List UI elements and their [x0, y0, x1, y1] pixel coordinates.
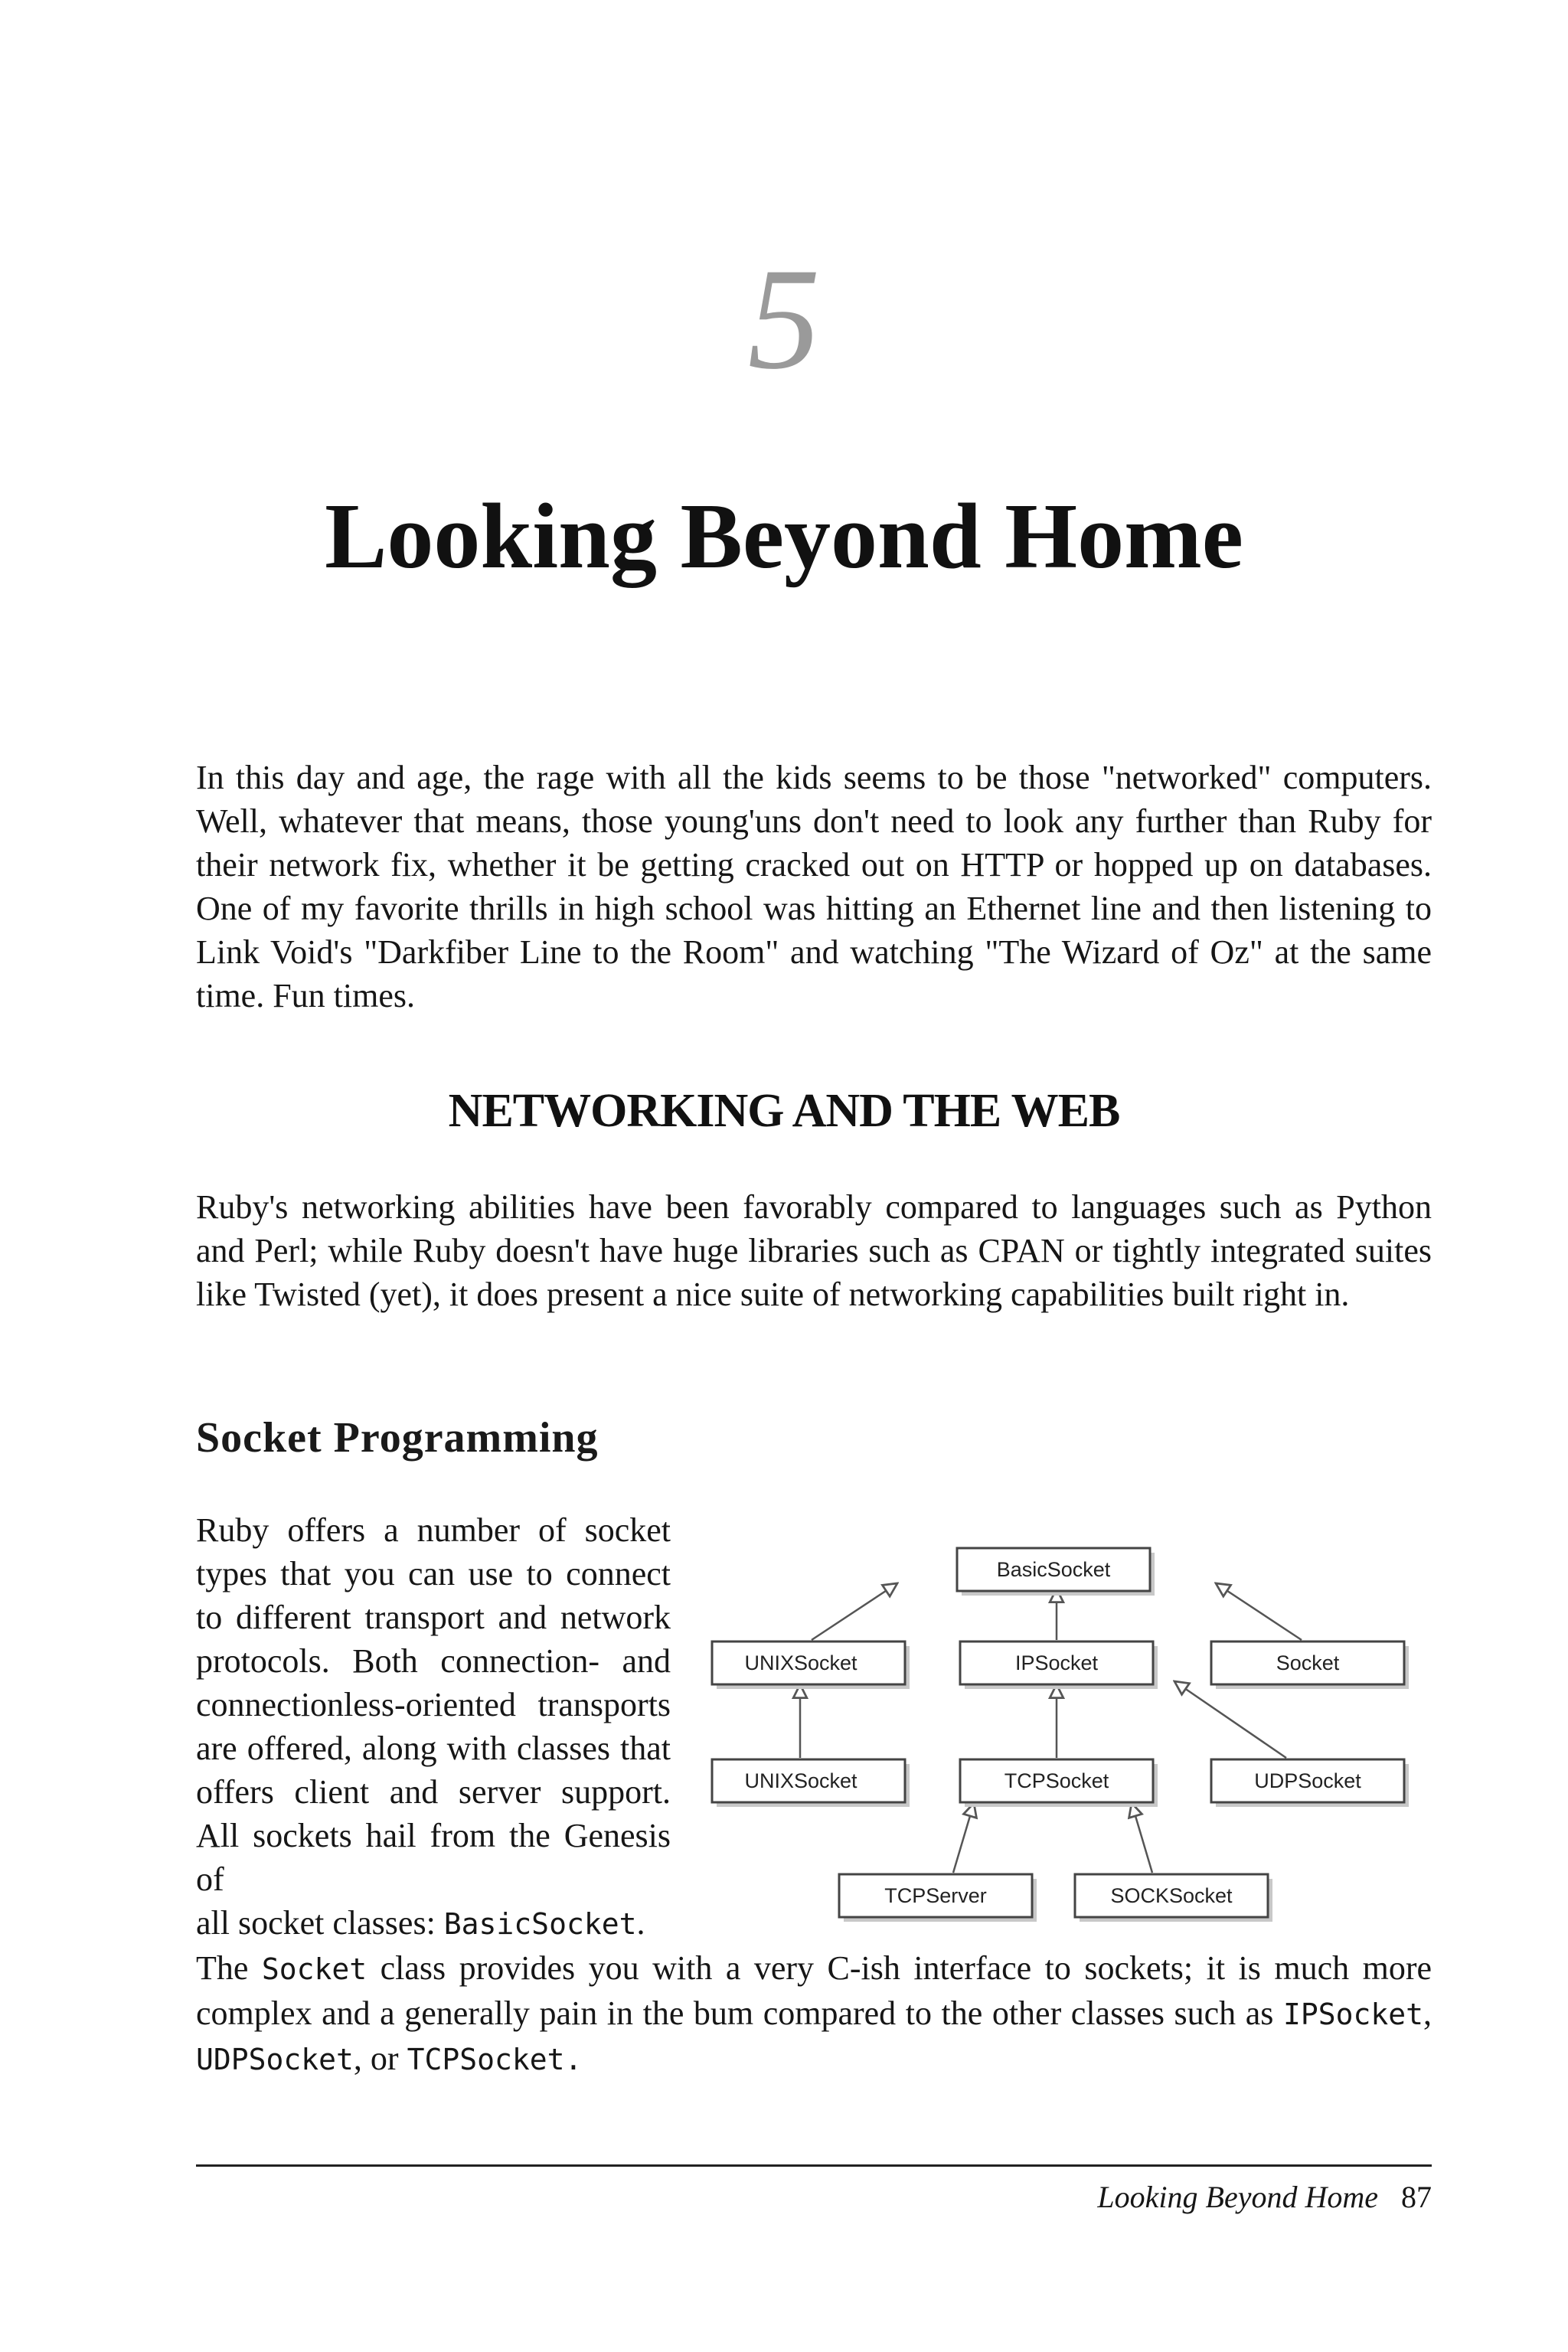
text-span: all socket classes: [196, 1904, 444, 1942]
socket-intro-last-line [196, 1901, 671, 1946]
chapter-title: Looking Beyond Home [325, 485, 1243, 588]
code-socket: Socket [261, 1952, 368, 1986]
diagram-edges [800, 1583, 1302, 1873]
node-unixsocket-child [712, 1759, 910, 1807]
footer-title: Looking Beyond Home [1097, 2180, 1378, 2214]
edge-unix1-basic [812, 1583, 897, 1640]
socket-intro-paragraph [196, 1508, 671, 1946]
edge-socks-tcp [1132, 1803, 1152, 1873]
node-label: IPSocket [1014, 1651, 1099, 1674]
node-label: UNIXSocket [744, 1651, 858, 1674]
node-tcpsocket [960, 1759, 1158, 1807]
text-span: The [196, 1949, 262, 1987]
section-paragraph: Ruby's networking abilities have been favorably compared to languages such as Python and Perl; while Ruby doesn't have huge libraries such as CPAN or tightly integrated suites like Twisted (yet), it does present a nice suite of networking capabilities built right in. [196, 1188, 1432, 1313]
node-unixsocket-parent [712, 1642, 910, 1689]
code-tcpsocket: TCPSocket. [407, 2043, 583, 2076]
node-socksocket [1075, 1874, 1272, 1922]
code-basicsocket: BasicSocket [443, 1907, 637, 1941]
node-label: UDPSocket [1254, 1769, 1361, 1792]
text-span: , or [353, 2040, 407, 2077]
node-label: TCPSocket [1004, 1769, 1109, 1792]
code-udpsocket: UDPSocket [196, 2043, 354, 2076]
node-tcpserver [839, 1874, 1037, 1922]
text-span: class provides you with a very C-ish interface to sockets; it is much more complex and a generally pain in the bum compared to the other classes such as [196, 1949, 1432, 2032]
node-label: Socket [1276, 1651, 1340, 1674]
socket-class-diagram [704, 1531, 1416, 1922]
subsection-heading: Socket Programming [196, 1414, 599, 1462]
edge-socket-basic [1216, 1583, 1302, 1640]
node-label: UNIXSocket [744, 1769, 858, 1792]
edge-tcpserver-tcp [953, 1803, 974, 1873]
node-basicsocket [957, 1548, 1155, 1596]
node-udpsocket [1211, 1759, 1409, 1807]
node-label: TCPServer [884, 1884, 987, 1907]
text-span: . [636, 1904, 645, 1942]
chapter-number: 5 [747, 239, 821, 400]
node-label: BasicSocket [996, 1558, 1111, 1581]
node-label: SOCKSocket [1110, 1884, 1233, 1907]
page-number: 87 [1401, 2180, 1432, 2214]
text-span: , [1423, 1994, 1432, 2032]
section-heading: NETWORKING AND THE WEB [448, 1085, 1120, 1137]
footer-rule [196, 2164, 1432, 2167]
node-socket [1211, 1642, 1409, 1689]
edge-udp-ip [1174, 1681, 1286, 1758]
intro-paragraph: In this day and age, the rage with all the kids seems to be those "networked" computers. Well, whatever that means, those young'uns don't need to look any further than Ruby for their network fix, whether it be getting cracked out on HTTP or hopped up on databases. One of my favorite thrills in high school was hitting an Ethernet line and then listening to Link Void's "Darkfiber Line to the Room" and watching "The Wizard of Oz" at the same time. Fun times. [196, 759, 1432, 1014]
code-ipsocket: IPSocket [1282, 1998, 1423, 2031]
page-footer [196, 2182, 1432, 2213]
socket-intro-text: Ruby offers a number of socket types that you can use to connect to different transport and network protocols. Both connection- and connectionless-oriented transports are offered, along with classes that offers client and server support. All sockets hail from the Genesis of [196, 1511, 671, 1898]
socket-continuation-paragraph [196, 1946, 1432, 2082]
node-ipsocket [960, 1642, 1158, 1689]
